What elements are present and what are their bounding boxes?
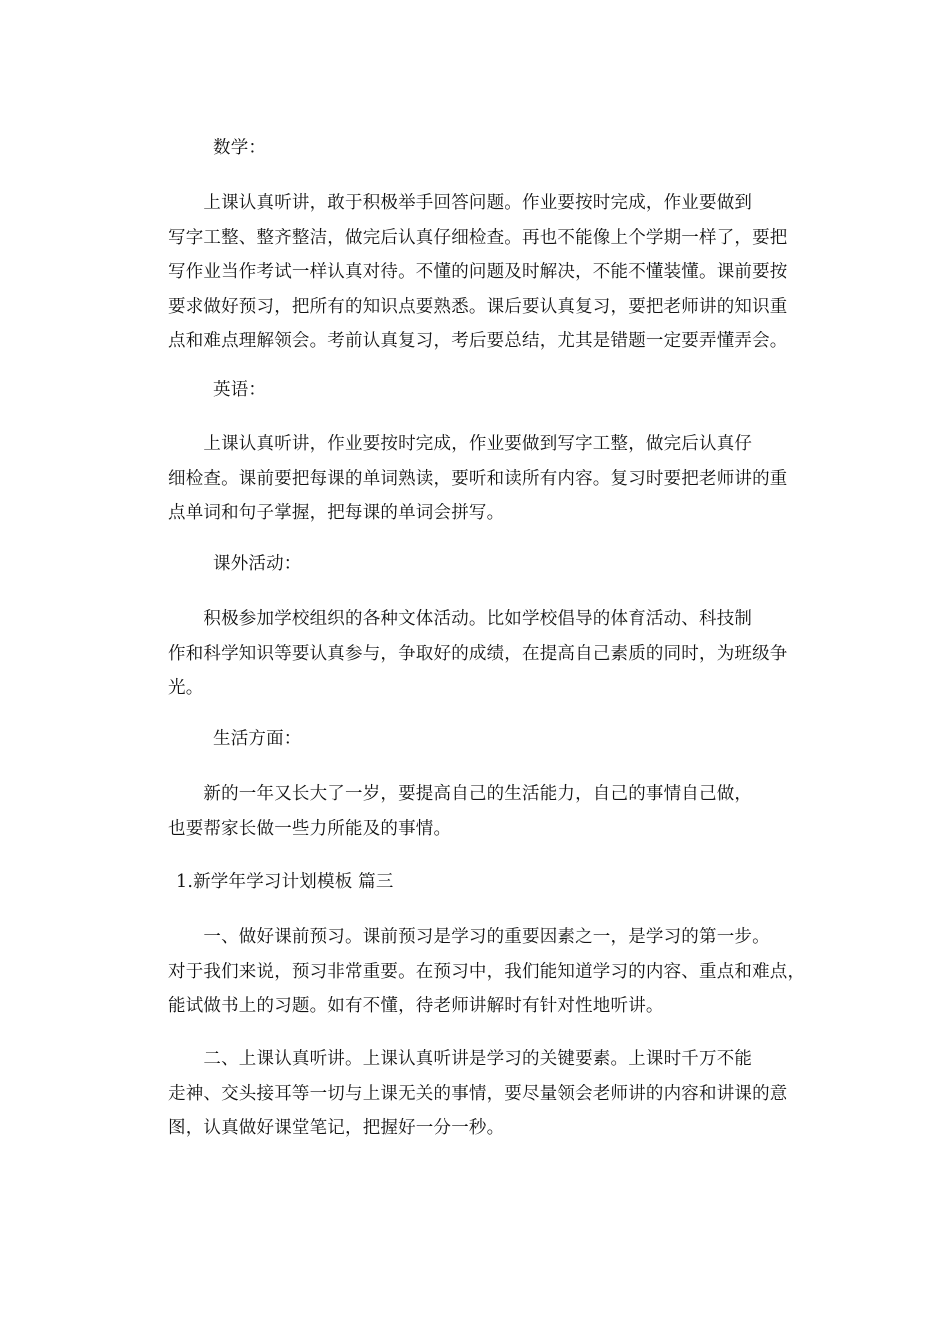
title-text: 1.新学年学习计划模板 篇三 <box>176 872 394 892</box>
paragraph-line: 光。 <box>168 678 204 698</box>
numbered-title <box>176 865 824 900</box>
heading-text: 生活方面： <box>213 729 302 749</box>
paragraph-line: 二、上课认真听讲。上课认真听讲是学习的关键要素。上课时千万不能 <box>168 1049 753 1069</box>
paragraph-preview <box>168 920 816 1024</box>
paragraph-line: 积极参加学校组织的各种文体活动。比如学校倡导的体育活动、科技制 <box>168 609 753 629</box>
section-heading-life <box>213 722 861 757</box>
paragraph-line: 图，认真做好课堂笔记，把握好一分一秒。 <box>168 1118 505 1138</box>
paragraph-line: 细检查。课前要把每课的单词熟读，要听和读所有内容。复习时要把老师讲的重 <box>168 468 788 489</box>
paragraph-line: 要求做好预习，把所有的知识点要熟悉。课后要认真复习，要把老师讲的知识重 <box>168 296 788 317</box>
paragraph-activities <box>168 602 816 706</box>
paragraph-line: 上课认真听讲，敢于积极举手回答问题。作业要按时完成，作业要做到 <box>168 193 753 213</box>
paragraph-line: 走神、交头接耳等一切与上课无关的事情，要尽量领会老师讲的内容和讲课的意 <box>168 1083 788 1104</box>
paragraph-line: 上课认真听讲，作业要按时完成，作业要做到写字工整，做完后认真仔 <box>168 434 753 454</box>
paragraph-english <box>168 427 816 531</box>
paragraph-line: 新的一年又长大了一岁，要提高自己的生活能力，自己的事情自己做， <box>168 784 753 804</box>
paragraph-line: 点单词和句子掌握，把每课的单词会拼写。 <box>168 503 505 523</box>
paragraph-line: 对于我们来说，预习非常重要。在预习中，我们能知道学习的内容、重点和难点， <box>168 961 806 982</box>
section-heading-activities <box>213 547 861 582</box>
section-heading-math <box>213 131 861 166</box>
paragraph-life <box>168 777 816 846</box>
paragraph-line: 写作业当作考试一样认真对待。不懂的问题及时解决，不能不懂装懂。课前要按 <box>168 262 788 282</box>
section-heading-english <box>213 373 861 408</box>
paragraph-line: 一、做好课前预习。课前预习是学习的重要因素之一，是学习的第一步。 <box>168 927 770 947</box>
paragraph-line: 写字工整、整齐整洁，做完后认真仔细检查。再也不能像上个学期一样了，要把 <box>168 227 788 248</box>
paragraph-line: 也要帮家长做一些力所能及的事情。 <box>168 818 452 839</box>
paragraph-math <box>168 186 816 359</box>
paragraph-line: 作和科学知识等要认真参与，争取好的成绩，在提高自己素质的同时，为班级争 <box>168 643 788 664</box>
heading-text: 数学： <box>213 138 267 158</box>
paragraph-line: 能试做书上的习题。如有不懂，待老师讲解时有针对性地听讲。 <box>168 996 664 1016</box>
paragraph-listening <box>168 1042 816 1146</box>
heading-text: 课外活动： <box>213 554 302 574</box>
paragraph-line: 点和难点理解领会。考前认真复习，考后要总结，尤其是错题一定要弄懂弄会。 <box>168 331 788 351</box>
heading-text: 英语： <box>213 380 267 400</box>
